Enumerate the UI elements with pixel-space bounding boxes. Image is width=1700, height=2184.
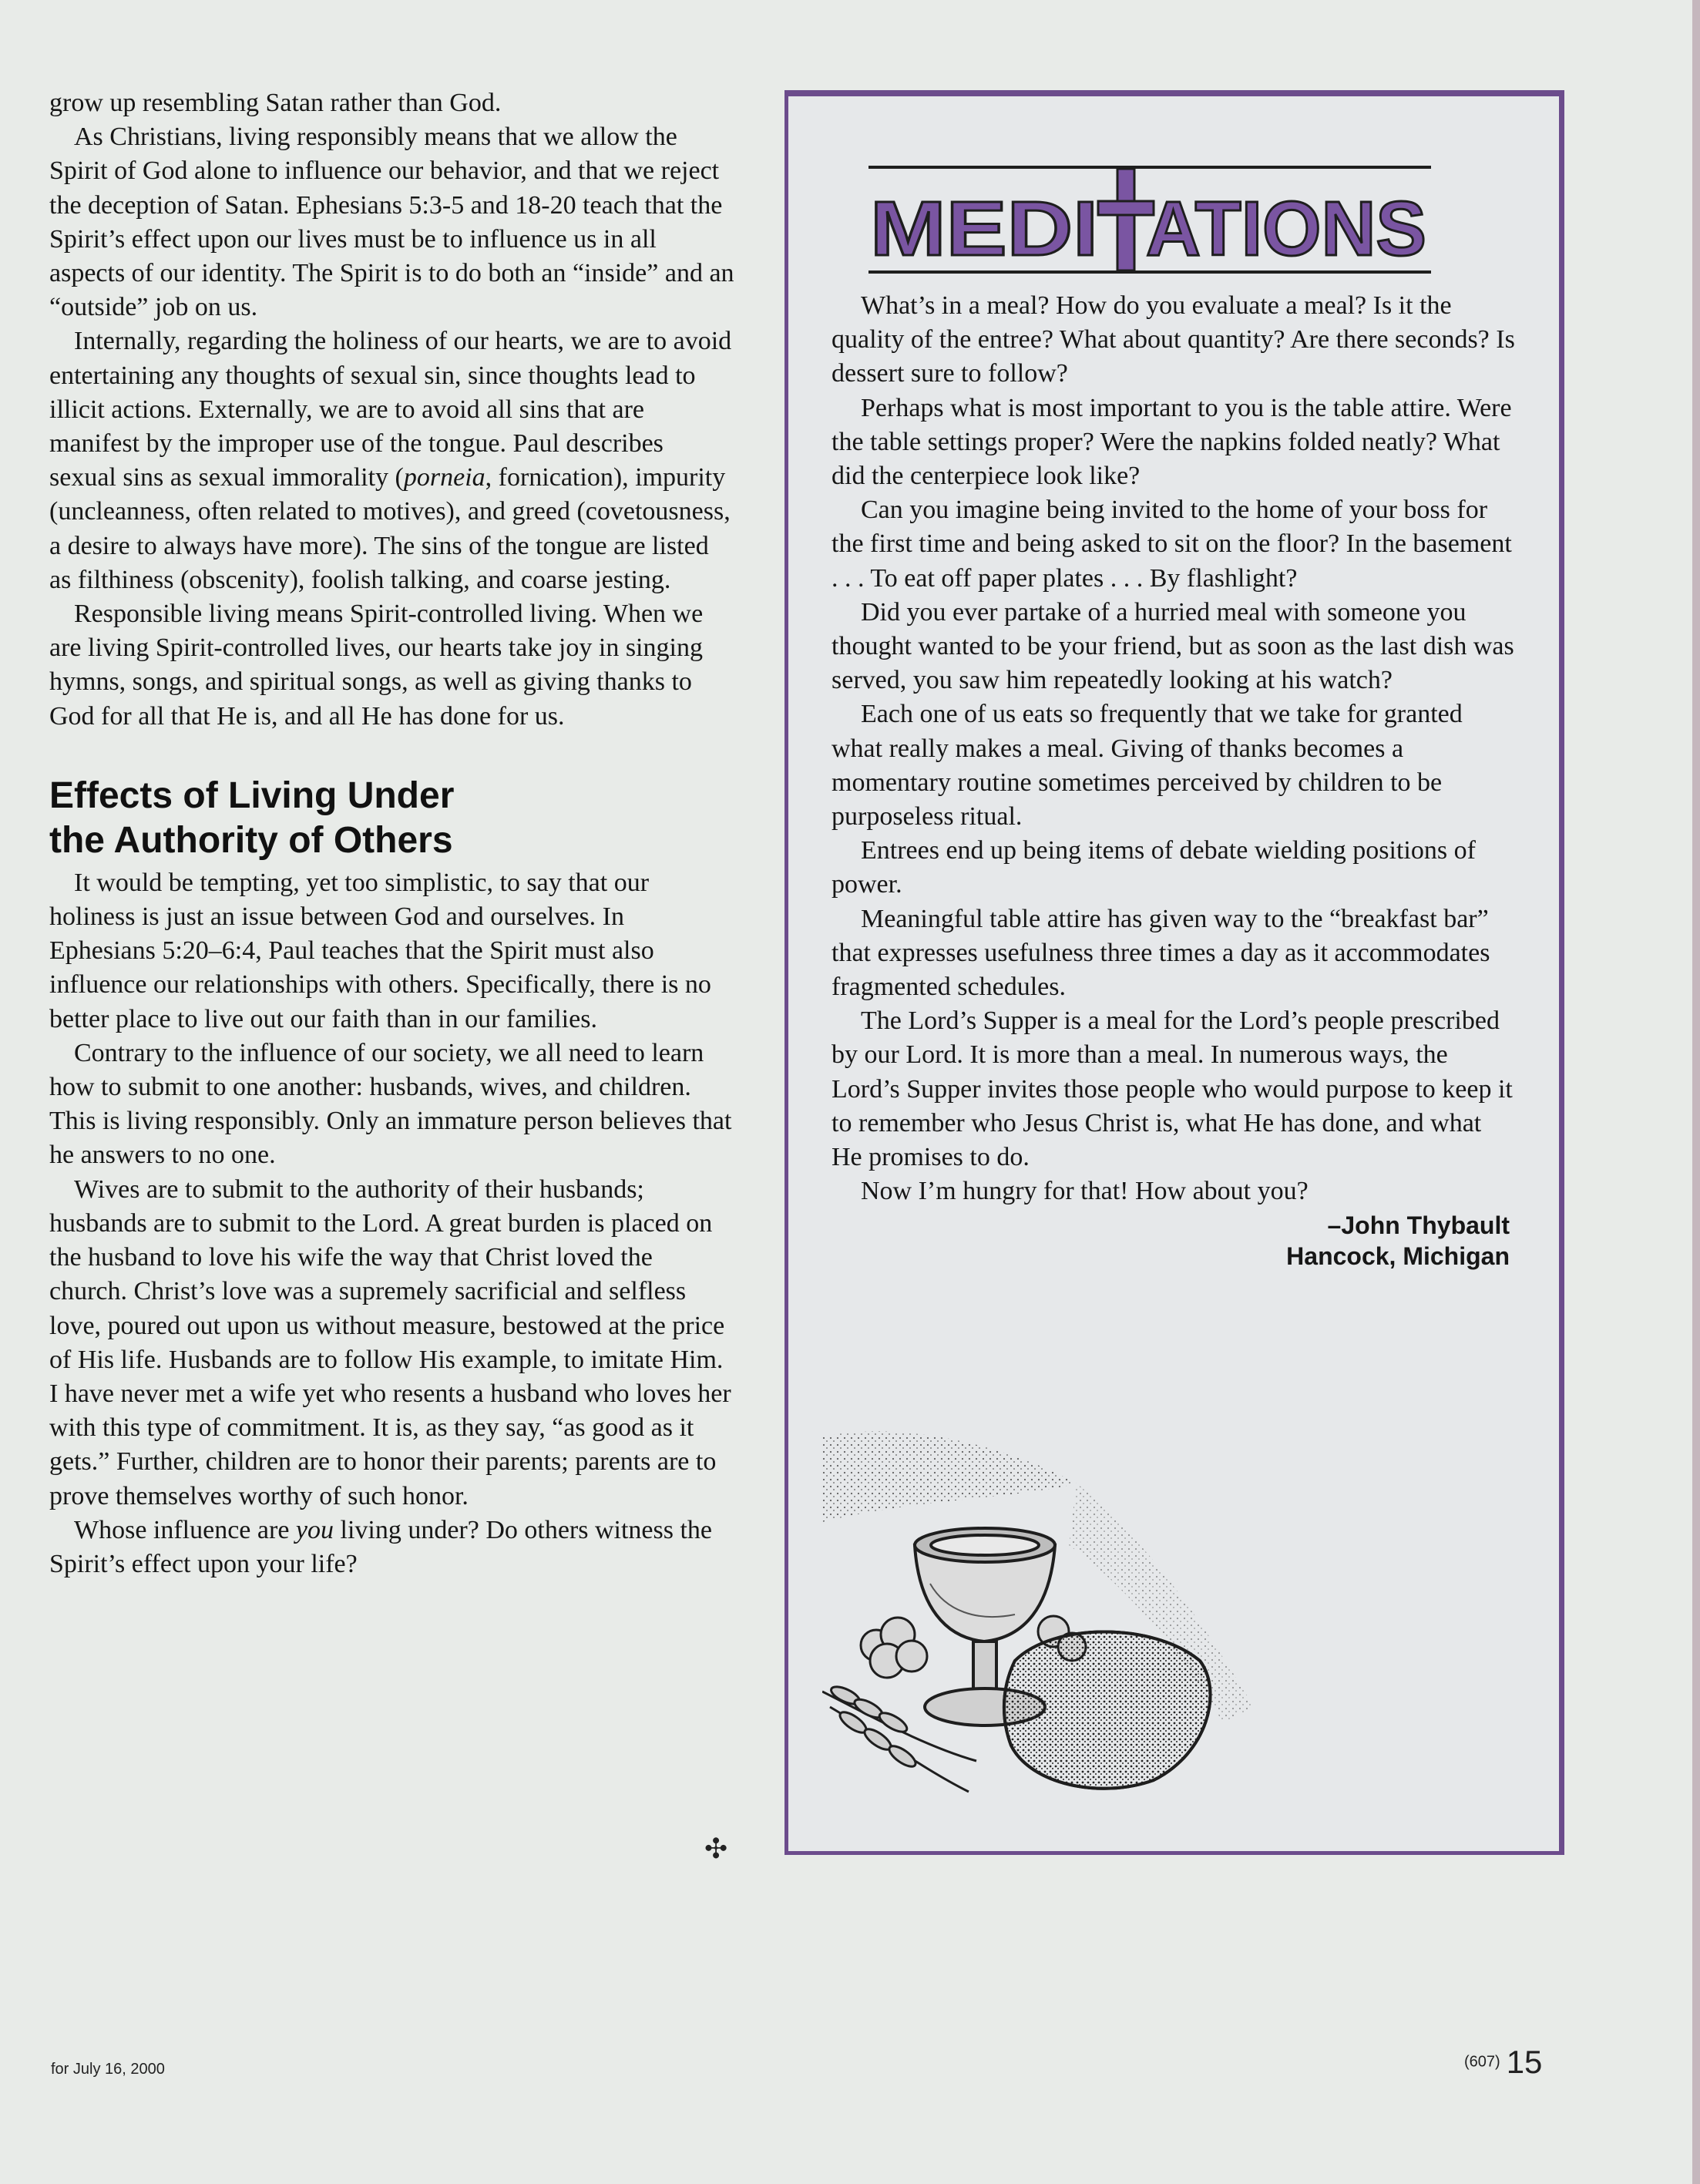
article-paragraph: It would be tempting, yet too simplistic, to say that our holiness is just an issue between God and ourselves. In Ephesians 5:20–6:4, Paul teaches that the Spirit must also influence our relationships with others. Specifically, there is no better place to live out our faith than in our families. [49,868,711,1033]
section-heading [49,774,735,863]
article-paragraph: grow up resembling Satan rather than God. [49,89,502,117]
masthead-text-right: ATIONS [1146,186,1426,272]
article-paragraph: As Christians, living responsibly means that we allow the Spirit of God alone to influence our behavior, and that we reject the deception of Satan. Ephesians 5:3-5 and 18-20 teach that the Spirit’s effect upon our lives must be to influence us in all aspects of our identity. The Spirit is to do both an “inside” and an “outside” job on us. [49,123,734,322]
byline [832,1210,1517,1272]
communion-illustration [822,1430,1269,1830]
heading-line: Effects of Living Under [49,774,455,816]
meditations-masthead [868,164,1431,278]
meditations-box [784,90,1564,1855]
meditation-paragraph: The Lord’s Supper is a meal for the Lord’s people prescribed by our Lord. It is more than a meal. In numerous ways, the Lord’s Supper invites those people who would purpose to keep it to remember who Jesus Christ is, what He has done, and what He promises to do. [832,1006,1513,1172]
meditation-paragraph: Meaningful table attire has given way to the “breakfast bar” that expresses usefulness three times a day as it accommodates fragmented schedules. [832,904,1490,1002]
bread-icon [1004,1632,1211,1789]
byline-name: –John Thybault [1327,1211,1510,1240]
italic-term: you [295,1515,334,1544]
article-paragraph: Wives are to submit to the authority of their husbands; husbands are to submit to the Lord. A great burden is placed on the husband to love his wife the way that Christ loved the church. Christ’s love was a supremely sacrificial and selfless love, poured out upon us without measure, bestowed at the price of His life. Husbands are to follow His example, to imitate Him. I have never met a wife yet who resents a husband who loves her with this type of commitment. It is, as they say, “as good as it gets.” Further, children are to honor their parents; parents are to prove themselves worthy of such honor. [49,1174,731,1510]
meditation-paragraph: Entrees end up being items of debate wielding positions of power. [832,836,1476,899]
article-paragraph [49,324,735,597]
byline-place: Hancock, Michigan [1286,1242,1510,1271]
masthead-text-left: MEDI [870,186,1098,272]
footer-date: for July 16, 2000 [51,2061,165,2078]
meditation-paragraph: Did you ever partake of a hurried meal with someone you thought wanted to be your friend, but as soon as the last dish was served, you saw him repeatedly looking at his watch? [832,597,1514,695]
issue-number: (607) [1464,2053,1500,2071]
meditation-paragraph: Perhaps what is most important to you is the table attire. Were the table settings proper? Were the napkins folded neatly? What did the centerpiece look like? [832,393,1512,491]
article-paragraph: Contrary to the influence of our society, we all need to learn how to submit to one another: husbands, wives, and children. This is living responsibly. Only an immature person believes that he answers to no one. [49,1038,732,1170]
article-paragraph [49,1514,735,1581]
heading-line: the Authority of Others [49,819,453,861]
footer-page-info [1464,2044,1542,2081]
meditation-paragraph: Now I’m hungry for that! How about you? [861,1177,1309,1206]
text-run: Whose influence are [74,1515,296,1544]
text-run: Internally, regarding the holiness of our hearts, we are to avoid entertaining any thoughts of sexual sin, since thoughts lead to illicit actions. Externally, we are to avoid all sins that are manifest by the improper use of the tongue. Paul describes sexual sins as sexual immorality ( [49,327,732,492]
article-paragraph: Responsible living means Spirit-controlled living. When we are living Spirit-controlled lives, our hearts take joy in singing hymns, songs, and spiritual songs, as well as giving thanks to God for all that He is, and all He has done for us. [49,600,704,731]
text-run: , fornication), impurity (uncleanness, often related to motives), and greed (covetousness, a desire to always have more). The sins of the tongue are listed as filthiness (obscenity), foolish talking, and coarse jesting. [49,463,731,594]
page-edge [1692,0,1700,2184]
article-left-column [49,86,735,1581]
meditation-paragraph: Each one of us eats so frequently that we take for granted what really makes a meal. Giving of thanks becomes a momentary routine sometimes perceived by children to be purposeless ritual. [832,700,1463,832]
end-mark-icon: ✣ [704,1833,728,1864]
meditation-paragraph: What’s in a meal? How do you evaluate a meal? Is it the quality of the entree? What about quantity? Are there seconds? Is dessert sure to follow? [832,291,1515,388]
meditations-text [832,289,1517,1272]
meditation-paragraph: Can you imagine being invited to the home of your boss for the first time and being asked to sit on the floor? In the basement . . . To eat off paper plates . . . By flashlight? [832,496,1512,593]
page-number: 15 [1506,2044,1543,2080]
italic-term: porneia [403,463,485,492]
text-run: living under? Do others witness the Spirit’s effect upon your life? [49,1515,713,1578]
